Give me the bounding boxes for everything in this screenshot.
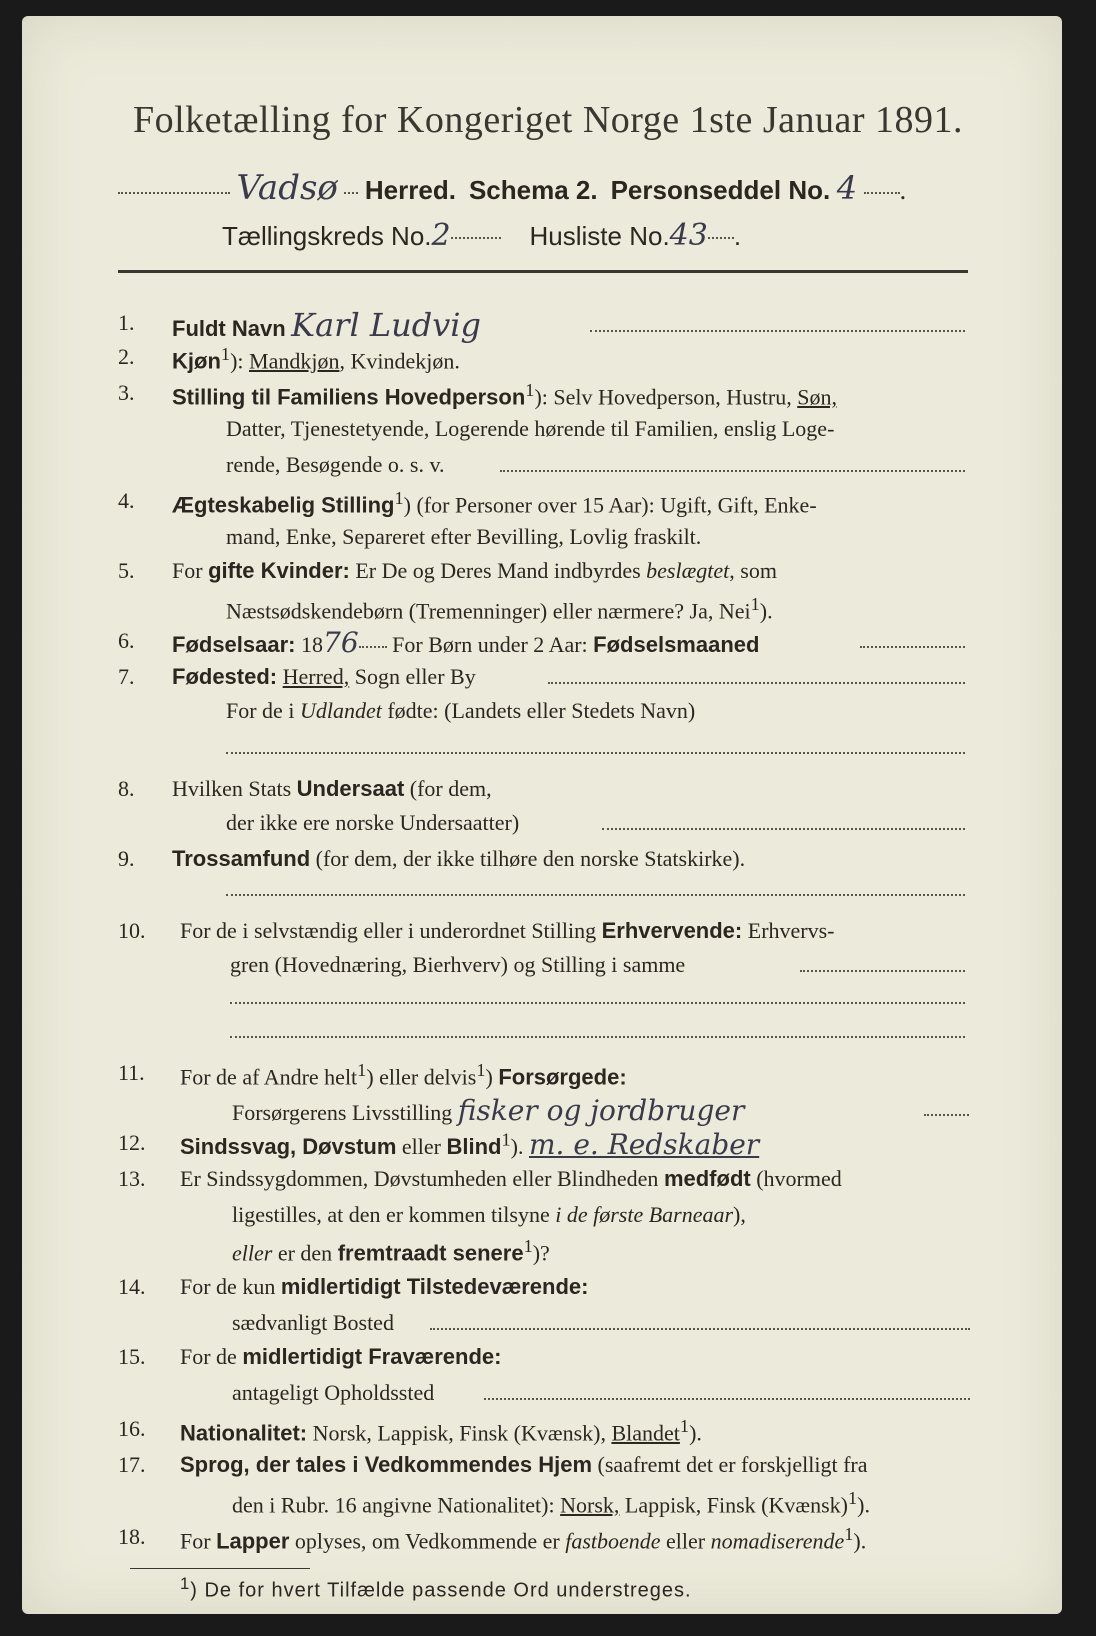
item-4-line2: mand, Enke, Separeret efter Bevilling, Lovlig fraskilt. [226, 524, 702, 549]
item-number: 17. [118, 1452, 146, 1477]
item-label: Nationalitet: [180, 1420, 308, 1446]
footnote-ref: 1 [394, 488, 404, 508]
dotted-line [226, 894, 965, 896]
item-text: ): [230, 348, 250, 374]
underlined-answer: Søn, [797, 384, 837, 410]
item-text: ) [485, 1064, 499, 1090]
item-text: (hvormed [750, 1166, 842, 1191]
item-text: ): Selv Hovedperson, Hustru, [534, 384, 798, 410]
personseddel-label: Personseddel No. [610, 175, 831, 205]
footnote [180, 1574, 692, 1603]
header-line-kreds: Tællingskreds No.2 Husliste No.43 . [222, 218, 742, 253]
footnote-ref: 1 [525, 380, 535, 400]
item-text: , Kvindekjøn. [339, 348, 460, 374]
item-4 [172, 488, 817, 518]
item-label: Fødested: [172, 664, 278, 689]
item-number: 12. [118, 1130, 146, 1155]
item-text: den i Rubr. 16 angivne Nationalitet): [232, 1492, 561, 1518]
item-text: eller [660, 1528, 711, 1554]
item-label: Forsørgede: [498, 1064, 627, 1090]
underlined-answer: Mandkjøn [249, 348, 340, 374]
item-7-line2 [226, 698, 695, 724]
underlined-answer: Herred, [282, 664, 350, 689]
underlined-answer: Blandet [611, 1420, 680, 1446]
year-prefix: 18 [295, 632, 323, 657]
footnote-ref: 1 [847, 1488, 858, 1508]
item-number: 10. [118, 918, 146, 943]
item-italic: nomadiserende [710, 1528, 845, 1554]
dotted-line [230, 1036, 965, 1038]
item-text: Sogn eller By [349, 664, 476, 689]
item-6 [172, 626, 759, 659]
item-number: 9. [118, 846, 135, 871]
footnote-ref: 1 [180, 1574, 191, 1593]
item-number: 1. [118, 310, 135, 335]
dotted-line [924, 1114, 969, 1116]
birth-year-value: 76 [323, 626, 359, 659]
item-text: For Børn under 2 Aar: [386, 632, 594, 657]
item-text: For de af Andre helt [180, 1064, 358, 1090]
underlined-answer: Norsk, [560, 1492, 620, 1518]
item-italic: eller [232, 1240, 273, 1266]
item-italic: beslægtet [646, 558, 730, 583]
item-text: ligestilles, at den er kommen tilsyne [232, 1202, 556, 1227]
footnote-text: ) De for hvert Tilfælde passende Ord understreges. [190, 1579, 692, 1602]
item-text: Er Sindssygdommen, Døvstumheden eller Blindheden [180, 1166, 664, 1191]
item-text: eller [396, 1134, 447, 1159]
item-text: Erhvervs- [742, 918, 835, 943]
footnote-ref: 1 [844, 1524, 854, 1544]
item-number: 11. [118, 1060, 145, 1085]
dotted-line [430, 1328, 970, 1330]
item-10 [180, 918, 835, 944]
dotted-line [602, 828, 965, 830]
item-label: Undersaat [296, 776, 405, 801]
item-text: ). [759, 598, 773, 624]
kreds-value: 2 [431, 218, 451, 253]
item-text: For de i selvstændig eller i underordnet Stilling [180, 918, 602, 943]
item-text: ) (for Personer over 15 Aar): Ugift, Gift, Enke- [403, 492, 817, 518]
full-name-value: Karl Ludvig [291, 306, 481, 344]
item-text: Forsørgerens Livsstilling [232, 1100, 453, 1125]
item-text: For [172, 558, 209, 583]
item-text: ). [689, 1420, 702, 1446]
item-text: er den [272, 1240, 338, 1266]
item-11-line2 [232, 1094, 744, 1127]
item-12 [180, 1128, 759, 1161]
item-text: fødte: (Landets eller Stedets Navn) [381, 698, 696, 723]
footnote-ref: 1 [750, 594, 760, 614]
item-5-line2 [226, 594, 773, 624]
item-10-line2: gren (Hovednæring, Bierhverv) og Stilling i samme [230, 952, 686, 977]
dotted-line [548, 682, 965, 684]
personseddel-value: 4 [836, 169, 858, 207]
item-label: Sprog, der tales i Vedkommendes Hjem [180, 1452, 593, 1477]
item-text: Næstsødskendebørn (Tremenninger) eller nærmere? Ja, Nei [226, 598, 751, 624]
item-number: 13. [118, 1166, 146, 1191]
item-15-line2: antageligt Opholdssted [232, 1380, 435, 1405]
item-label: Stilling til Familiens Hovedperson [172, 384, 526, 410]
footnote-ref: 1 [523, 1236, 533, 1256]
item-text: (saafremt det er forskjelligt fra [592, 1452, 868, 1477]
item-number: 16. [118, 1416, 146, 1441]
herred-label: Herred. [364, 175, 456, 205]
item-5 [172, 558, 777, 584]
herred-value: Vadsø [236, 168, 338, 208]
item-italic: fastboende [565, 1528, 661, 1554]
item-number: 2. [118, 344, 135, 369]
item-15 [180, 1344, 501, 1370]
item-label: Fuldt Navn [172, 316, 286, 341]
item-text: ) eller delvis [366, 1064, 477, 1090]
dotted-line [484, 1398, 970, 1400]
item-label: Ægteskabelig Stilling [172, 492, 395, 518]
item-16 [180, 1416, 702, 1446]
disability-value: m. e. Redskaber [528, 1128, 760, 1161]
schema-label: Schema 2. [468, 175, 598, 205]
footnote-rule [130, 1568, 310, 1569]
item-text: For de i [226, 698, 300, 723]
item-17-line2 [232, 1488, 870, 1518]
item-text: Norsk, Lappisk, Finsk (Kvænsk), [307, 1420, 612, 1446]
item-3-line3: rende, Besøgende o. s. v. [226, 452, 445, 477]
item-number: 18. [118, 1524, 146, 1549]
item-1 [172, 306, 481, 344]
item-13 [180, 1166, 842, 1192]
kreds-label: Tællingskreds No. [222, 221, 432, 251]
dotted-line [590, 330, 965, 332]
item-label: Kjøn [172, 348, 221, 374]
item-number: 3. [118, 380, 135, 405]
item-14-line2: sædvanligt Bosted [232, 1310, 394, 1335]
item-11 [180, 1060, 627, 1090]
item-3-line2: Datter, Tjenestetyende, Logerende hørende til Familien, enslig Loge- [226, 416, 835, 441]
item-number: 14. [118, 1274, 146, 1299]
header-rule [118, 270, 968, 273]
item-text: ). [853, 1528, 867, 1554]
item-italic: Udlandet [299, 698, 382, 723]
item-text: ), [733, 1202, 746, 1227]
item-label: Fødselsmaaned [593, 632, 760, 657]
dotted-line [800, 970, 965, 972]
item-text: , som [729, 558, 777, 583]
dotted-line [500, 470, 965, 472]
footnote-ref: 1 [679, 1416, 690, 1436]
item-label: Lapper [216, 1528, 290, 1554]
item-7 [172, 664, 476, 690]
item-text: oplyses, om Vedkommende er [289, 1528, 566, 1554]
item-9 [172, 846, 745, 872]
item-label: midlertidigt Fraværende: [242, 1344, 502, 1369]
footnote-ref: 1 [357, 1060, 367, 1080]
item-text: Lappisk, Finsk (Kvænsk) [619, 1492, 848, 1518]
footnote-ref: 1 [476, 1060, 486, 1080]
item-label: Erhvervende: [601, 918, 743, 943]
item-text: For [180, 1528, 217, 1554]
census-form [22, 16, 1062, 1614]
husliste-value: 43 [669, 218, 708, 253]
item-number: 15. [118, 1344, 146, 1369]
item-text: Hvilken Stats [172, 776, 297, 801]
dotted-line [230, 1002, 965, 1004]
item-text: (for dem, der ikke tilhøre den norske Statskirke). [310, 846, 746, 871]
item-18 [180, 1524, 866, 1554]
item-number: 7. [118, 664, 135, 689]
item-number: 5. [118, 558, 135, 583]
header-line-herred: Vadsø Herred. Schema 2. Personseddel No. 4 . [118, 168, 906, 208]
footnote-ref: 1 [501, 1129, 511, 1150]
provider-occupation-value: fisker og jordbruger [457, 1094, 745, 1127]
item-text: For de kun [180, 1274, 281, 1299]
item-label: Trossamfund [172, 846, 311, 871]
item-13-line2 [232, 1202, 746, 1228]
item-text: For de [180, 1344, 243, 1369]
item-label: medfødt [663, 1166, 751, 1191]
item-text: (for dem, [404, 776, 492, 801]
item-2 [172, 344, 460, 374]
item-text: Er De og Deres Mand indbyrdes [349, 558, 647, 583]
husliste-label: Husliste No. [529, 221, 670, 251]
item-label: Sindssvag, Døvstum [180, 1134, 397, 1159]
item-label: Blind [446, 1134, 502, 1159]
item-label: gifte Kvinder: [208, 558, 350, 583]
item-number: 4. [118, 488, 135, 513]
item-label: midlertidigt Tilstedeværende: [280, 1274, 589, 1299]
dotted-line [860, 646, 965, 648]
item-number: 8. [118, 776, 135, 801]
item-14 [180, 1274, 588, 1300]
dotted-line [226, 752, 965, 754]
item-label: Fødselsaar: [172, 632, 296, 657]
item-label: fremtraadt senere [337, 1240, 524, 1266]
item-italic: i de første Barneaar [555, 1202, 734, 1227]
item-3 [172, 380, 837, 410]
item-text: ). [857, 1492, 870, 1518]
item-text: ). [510, 1134, 524, 1159]
item-8-line2: der ikke ere norske Undersaatter) [226, 810, 520, 835]
item-17 [180, 1452, 868, 1478]
item-13-line3 [232, 1236, 550, 1266]
footnote-ref: 1 [220, 344, 231, 364]
item-8 [172, 776, 492, 802]
item-text: )? [532, 1240, 550, 1266]
form-title: Folketælling for Kongeriget Norge 1ste Januar 1891. [132, 99, 964, 141]
item-number: 6. [118, 628, 135, 653]
